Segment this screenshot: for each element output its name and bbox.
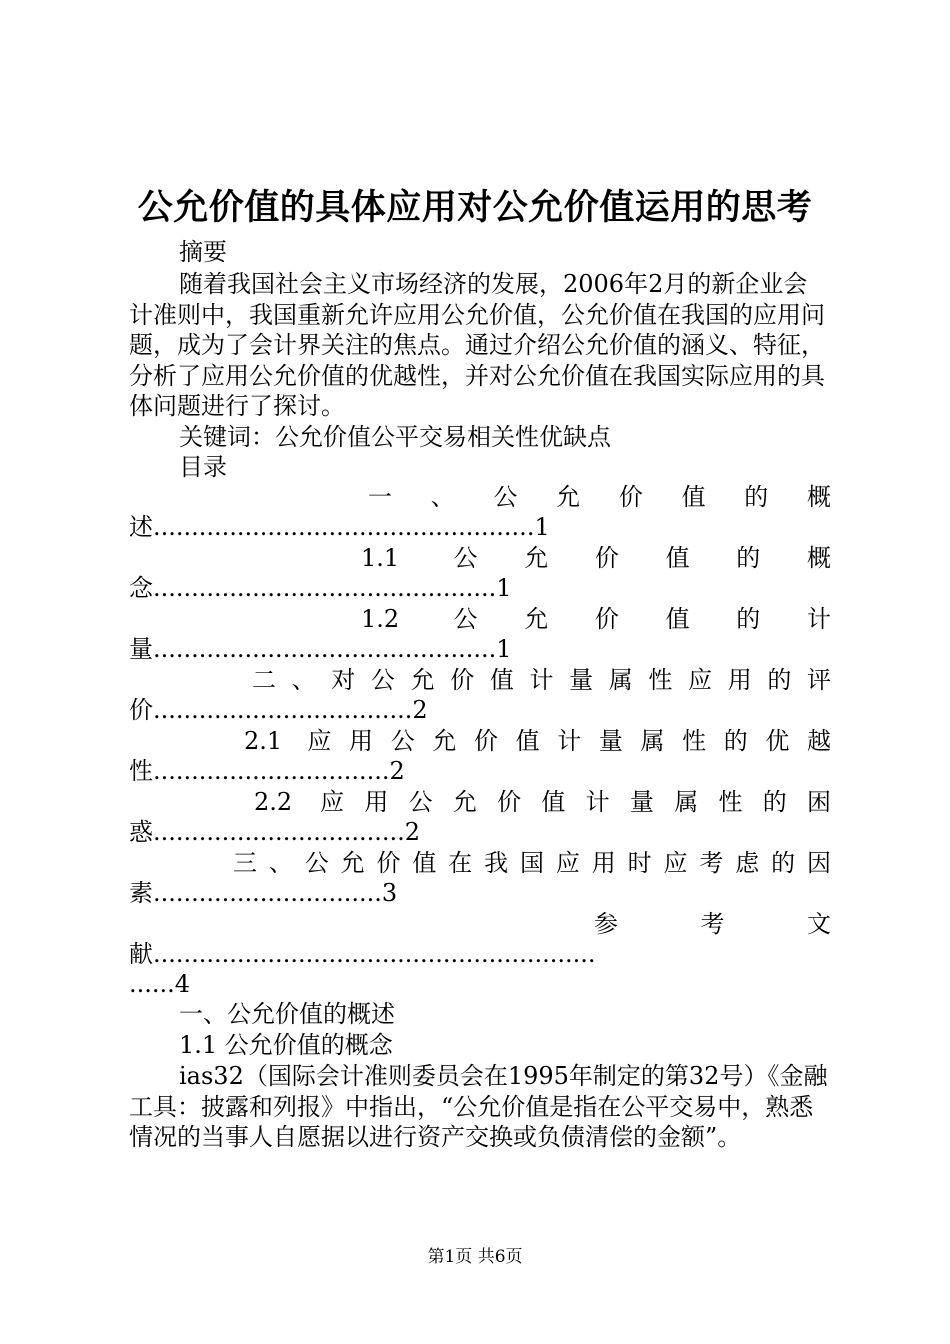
- section-1-1-heading: 1.1 公允价值的概念: [179, 1031, 393, 1059]
- toc-entry-8-title[interactable]: 参考文: [594, 910, 831, 938]
- keywords-line: 关键词：公允价值公平交易相关性优缺点: [179, 423, 611, 451]
- abstract-body: 随着我国社会主义市场经济的发展，2006年2月的新企业会计准则中，我国重新允许应用公允价值，公允价值在我国的应用问题，成为了会计界关注的焦点。通过介绍公允价值的涵义、特征，分析了应用公允价值的优越性，并对公允价值在我国实际应用的具体问题进行了探讨。: [129, 270, 825, 420]
- toc-entry-2-leader: 念.............................................1: [129, 574, 512, 602]
- toc-entry-8-leader: 献..........................................................: [129, 940, 596, 968]
- toc-entry-5-leader: 性...............................2: [129, 757, 405, 785]
- toc-entry-3-title[interactable]: 1.2 公允价值的计: [361, 605, 831, 633]
- toc-entry-7-title[interactable]: 三、公允价值在我国应用时应考虑的因: [233, 849, 831, 877]
- document-title: 公允价值的具体应用对公允价值运用的思考: [137, 188, 813, 228]
- toc-entry-8-page: ......4: [129, 970, 191, 998]
- toc-entry-2-title[interactable]: 1.1 公允价值的概: [361, 544, 831, 572]
- section-1-1-body: ias32（国际会计准则委员会在1995年制定的第32号）《金融工具：披露和列报》中指出，“公允价值是指在公平交易中，熟悉情况的当事人自愿据以进行资产交换或负债清偿的金额”。: [129, 1062, 828, 1151]
- toc-entry-7-leader: 素..............................3: [129, 879, 398, 907]
- toc-entry-4-leader: 价..................................2: [129, 696, 428, 724]
- abstract-heading: 摘要: [179, 238, 227, 266]
- toc-entry-5-title[interactable]: 2.1 应用公允价值计量属性的优越: [244, 727, 831, 755]
- toc-entry-6-leader: 惑.................................2: [129, 818, 421, 846]
- toc-heading: 目录: [179, 453, 227, 481]
- page-footer: 第1页 共6页: [427, 1247, 523, 1267]
- toc-entry-1-leader: 述..................................................1: [129, 513, 550, 541]
- toc-entry-6-title[interactable]: 2.2 应用公允价值计量属性的困: [254, 788, 831, 816]
- toc-entry-4-title[interactable]: 二、对公允价值计量属性应用的评: [252, 666, 831, 694]
- toc-entry-3-leader: 量.............................................1: [129, 635, 512, 663]
- toc-entry-1-title[interactable]: 一、公允价值的概: [368, 483, 831, 511]
- section-1-heading: 一、公允价值的概述: [179, 1000, 395, 1028]
